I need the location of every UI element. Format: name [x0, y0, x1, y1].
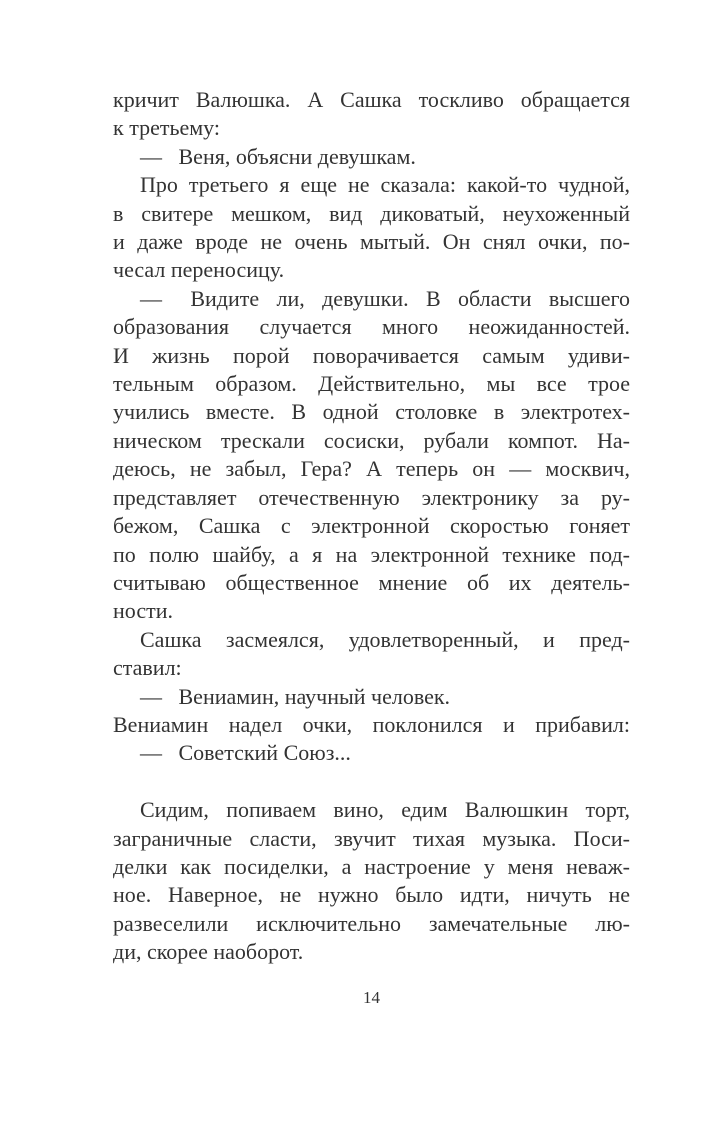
text-line: И жизнь порой поворачивается самым удиви- — [113, 342, 630, 368]
text-line: представляет отечественную электронику за ру- — [113, 484, 630, 510]
page-number: 14 — [363, 988, 380, 1007]
text-line: к третьему: — [113, 115, 220, 141]
text-line: ставил: — [113, 655, 182, 681]
text-line: считываю общественное мнение об их деятель- — [113, 569, 630, 595]
text-line: учились вместе. В одной столовке в электротех- — [113, 399, 630, 425]
section-break — [113, 768, 630, 796]
text-line: — Советский Союз... — [140, 740, 351, 766]
text-line: заграничные сласти, звучит тихая музыка. Поси- — [113, 825, 630, 851]
text-line: — Вениамин, научный человек. — [140, 683, 451, 709]
text-line: — Видите ли, девушки. В области высшего — [140, 285, 630, 311]
text-line: ности. — [113, 598, 173, 624]
text-line: образования случается много неожиданностей. — [113, 314, 630, 340]
text-line: деюсь, не забыл, Гера? А теперь он — москвич, — [113, 456, 630, 482]
page-text — [113, 86, 630, 967]
text-line: в свитере мешком, вид диковатый, неухоженный — [113, 200, 630, 226]
text-line: — Веня, объясни девушкам. — [140, 143, 416, 169]
text-line: Сашка засмеялся, удовлетворенный, и пред- — [140, 626, 630, 652]
text-line: Вениамин надел очки, поклонился и прибавил: — [113, 711, 630, 737]
text-line: по полю шайбу, а я на электронной технике под- — [113, 541, 630, 567]
text-line: тельным образом. Действительно, мы все трое — [113, 371, 630, 397]
text-line: ди, скорее наоборот. — [113, 939, 304, 965]
text-line: кричит Валюшка. А Сашка тоскливо обращается — [113, 87, 630, 112]
text-line: и даже вроде не очень мытый. Он снял очки, по- — [113, 229, 630, 255]
text-line: делки как посиделки, а настроение у меня неваж- — [113, 853, 630, 879]
text-line: Про третьего я еще не сказала: какой-то чудной, — [140, 172, 630, 198]
text-line: Сидим, попиваем вино, едим Валюшкин торт, — [140, 797, 630, 823]
text-line: ническом трескали сосиски, рубали компот. На- — [113, 427, 630, 453]
text-line: чесал переносицу. — [113, 257, 285, 283]
text-line: бежом, Сашка с электронной скоростью гоняет — [113, 513, 630, 539]
text-line: развеселили исключительно замечательные лю- — [113, 910, 630, 936]
text-line: ное. Наверное, не нужно было идти, ничуть не — [113, 882, 630, 908]
